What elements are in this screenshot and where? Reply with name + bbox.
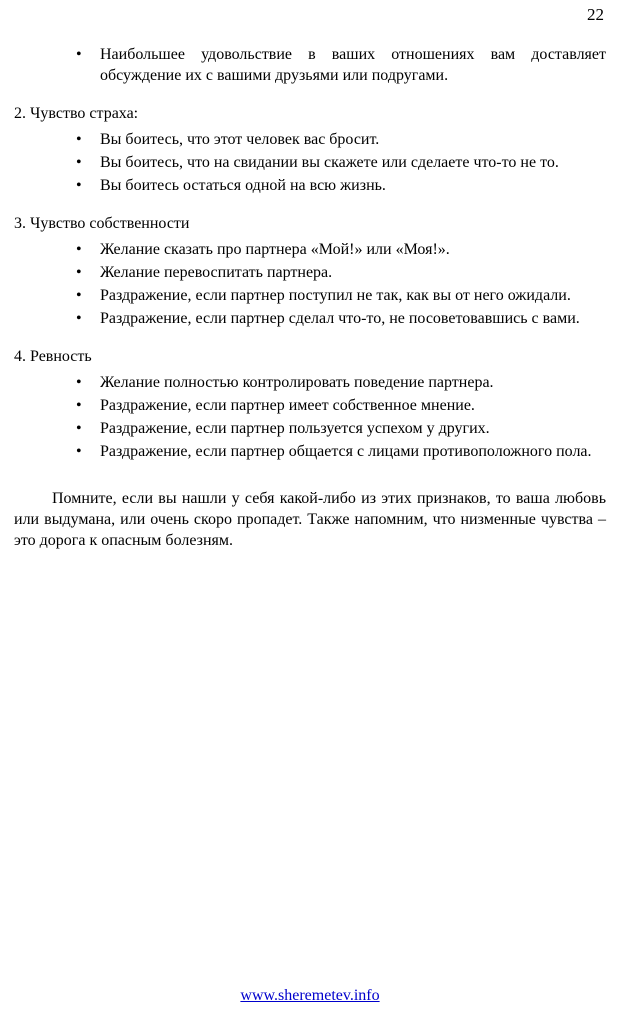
- bullet-icon: •: [76, 177, 82, 194]
- possessiveness-bullet-list: [14, 239, 606, 329]
- bullet-icon: •: [76, 374, 82, 391]
- bullet-icon: •: [76, 131, 82, 148]
- bullet-text: Вы боитесь, что этот человек вас бросит.: [100, 131, 380, 148]
- bullet-text: Желание перевоспитать партнера.: [100, 264, 333, 281]
- bullet-text: Раздражение, если партнер поступил не так, как вы от него ожидали.: [100, 287, 571, 304]
- list-item: [14, 44, 606, 86]
- list-item: [14, 372, 606, 393]
- bullet-text: Раздражение, если партнер пользуется успехом у других.: [100, 420, 490, 437]
- list-item: [14, 129, 606, 150]
- list-item: [14, 239, 606, 260]
- jealousy-bullet-list: [14, 372, 606, 462]
- section-heading-fear: 2. Чувство страха:: [14, 105, 139, 122]
- intro-bullet-list: [14, 44, 606, 86]
- bullet-icon: •: [76, 397, 82, 414]
- bullet-icon: •: [76, 443, 82, 460]
- page-number: 22: [587, 5, 604, 24]
- list-item: [14, 418, 606, 439]
- list-item: [14, 395, 606, 416]
- fear-bullet-list: [14, 129, 606, 196]
- footer: [0, 987, 620, 1005]
- bullet-text: Желание полностью контролировать поведение партнера.: [100, 374, 494, 391]
- bullet-icon: •: [76, 46, 82, 63]
- bullet-text: Вы боитесь остаться одной на всю жизнь.: [100, 177, 386, 194]
- footer-link[interactable]: www.sheremetev.info: [240, 987, 380, 1004]
- bullet-icon: •: [76, 154, 82, 171]
- section-heading-jealousy: 4. Ревность: [14, 348, 92, 365]
- bullet-text: Раздражение, если партнер имеет собственное мнение.: [100, 397, 475, 414]
- bullet-text: Раздражение, если партнер сделал что-то, не посоветовавшись с вами.: [100, 310, 580, 327]
- bullet-text: Вы боитесь, что на свидании вы скажете или сделаете что-то не то.: [100, 154, 559, 171]
- list-item: [14, 152, 606, 173]
- bullet-icon: •: [76, 420, 82, 437]
- list-item: [14, 262, 606, 283]
- list-item: [14, 308, 606, 329]
- closing-paragraph: Помните, если вы нашли у себя какой-либо из этих признаков, то ваша любовь или выдумана, или очень скоро пропадет. Также напомним, что низменные чувства – это дорога к опасным болезням.: [14, 490, 606, 549]
- list-item: [14, 441, 606, 462]
- section-heading-possessiveness: 3. Чувство собственности: [14, 215, 190, 232]
- list-item: [14, 175, 606, 196]
- bullet-icon: •: [76, 287, 82, 304]
- bullet-icon: •: [76, 241, 82, 258]
- bullet-text: Раздражение, если партнер общается с лицами противоположного пола.: [100, 443, 592, 460]
- bullet-icon: •: [76, 310, 82, 327]
- list-item: [14, 285, 606, 306]
- bullet-icon: •: [76, 264, 82, 281]
- bullet-text: Наибольшее удовольствие в ваших отношениях вам доставляет обсуждение их с вашими друзьями или подругами.: [100, 46, 606, 84]
- bullet-text: Желание сказать про партнера «Мой!» или «Моя!».: [100, 241, 450, 258]
